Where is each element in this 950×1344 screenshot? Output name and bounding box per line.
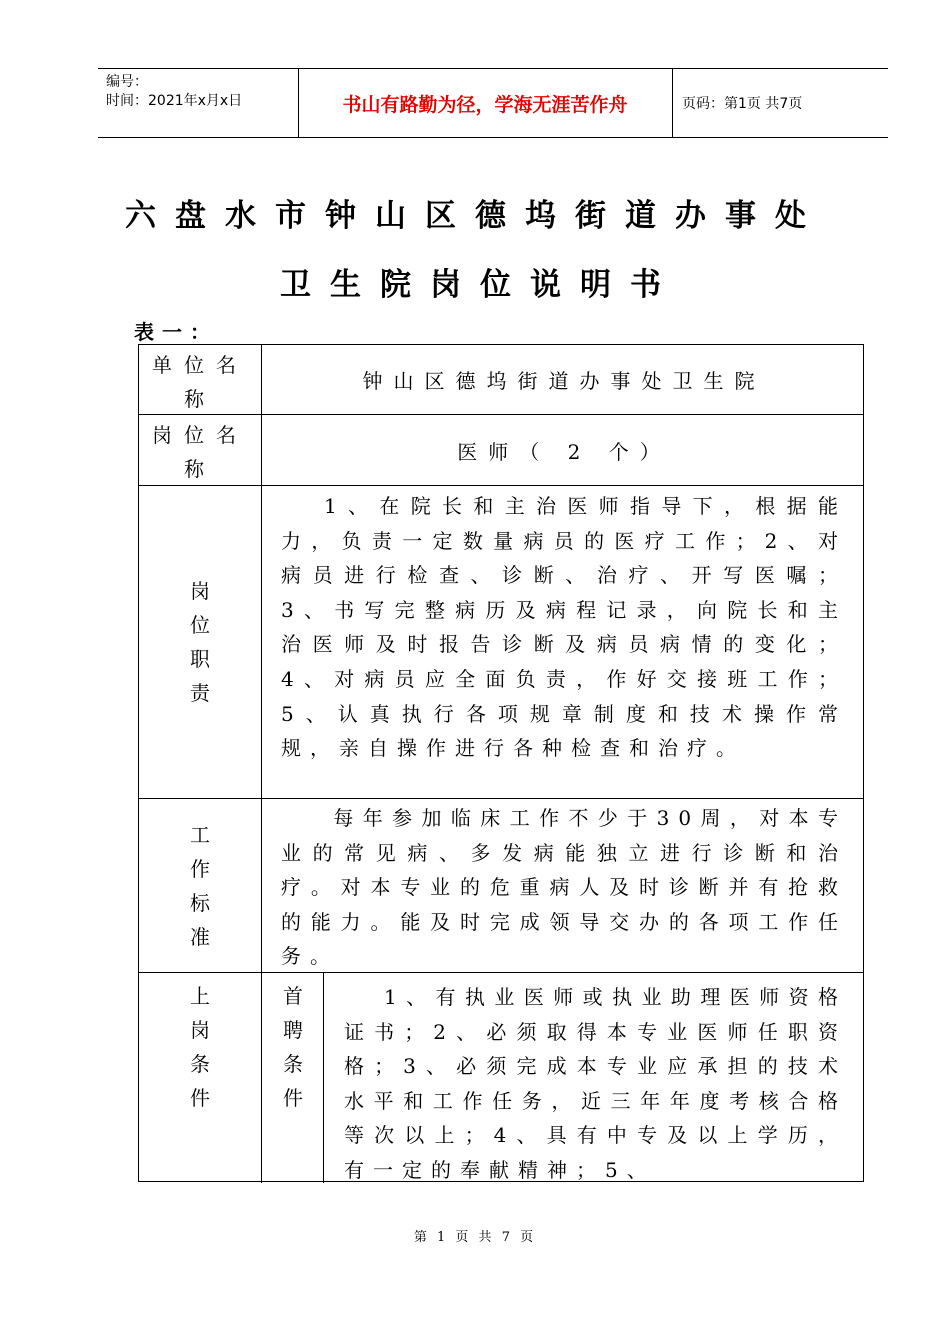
label-line: 称 — [184, 387, 216, 411]
first-hire-label — [263, 979, 323, 1115]
standard-text — [281, 801, 847, 974]
first-hire-content: 1、有执业医师或执业助理医师资格证书；2、必须取得本专业医师任职资格；3、必须完成本专业应承担的技术水平和工作任务，近三年年度考核合格等次以上；4、具有中专及以上学历，有一定的奉献精神；5、 — [344, 985, 847, 1182]
post-description-table — [138, 344, 864, 1182]
label-char: 件 — [190, 1086, 210, 1110]
page-title-line2: 卫生院岗位说明书 — [280, 267, 680, 303]
document-header — [98, 68, 888, 138]
unit-name-label — [139, 348, 261, 414]
page-info: 页码：第1页 共7页 — [682, 96, 803, 112]
label-char: 标 — [190, 890, 210, 915]
column-divider — [323, 972, 324, 1183]
label-char: 岗 — [190, 579, 210, 603]
duties-label — [139, 486, 261, 798]
label-char: 条 — [283, 1052, 303, 1076]
label-char: 准 — [190, 924, 210, 949]
standard-label — [139, 799, 261, 972]
label-line: 称 — [184, 457, 216, 481]
conditions-label — [139, 979, 261, 1115]
table-label: 表一： — [134, 320, 218, 344]
label-line: 岗位名 — [152, 423, 248, 447]
time-label: 时间：2021年x月x日 — [106, 93, 243, 109]
duties-text — [281, 489, 847, 766]
label-char: 上 — [190, 984, 210, 1008]
post-name-value: 医师（ 2 个） — [457, 439, 671, 464]
label-char: 位 — [190, 613, 210, 637]
number-label: 编号： — [106, 74, 148, 90]
label-char: 聘 — [283, 1018, 303, 1042]
label-char: 件 — [283, 1086, 303, 1110]
standard-content: 每年参加临床工作不少于30周，对本专业的常见病、多发病能独立进行诊断和治疗。对本专业的危重病人及时诊断并有抢救的能力。能及时完成领导交办的各项工作任务。 — [281, 806, 847, 969]
first-hire-text — [344, 980, 847, 1188]
label-char: 岗 — [190, 1018, 210, 1042]
label-char: 首 — [283, 984, 303, 1008]
label-char: 条 — [190, 1052, 210, 1076]
header-meta — [106, 73, 306, 111]
label-char: 工 — [190, 822, 210, 847]
post-name-label — [139, 418, 261, 484]
column-divider — [261, 345, 262, 1183]
unit-name-value: 钟山区德坞街道办事处卫生院 — [362, 369, 766, 393]
duties-content: 1、在院长和主治医师指导下，根据能力，负责一定数量病员的医疗工作；2、对病员进行检查、诊断、治疗、开写医嘱；3、书写完整病历及病程记录，向院长和主治医师及时报告诊断及病员病情的变化；4、对病员应全面负责，作好交接班工作；5、认真执行各项规章制度和技术操作常规，亲自操作进行各种检查和治疗。 — [281, 494, 847, 761]
label-char: 职 — [190, 647, 210, 671]
header-divider — [672, 69, 673, 137]
page-footer: 第 1 页 共 7 页 — [413, 1230, 537, 1245]
label-char: 责 — [190, 681, 210, 705]
label-char: 作 — [190, 856, 210, 881]
label-line: 单位名 — [152, 353, 248, 377]
page-title-line1: 六盘水市钟山区德坞街道办事处 — [125, 198, 825, 234]
motto: 书山有路勤为径，学海无涯苦作舟 — [342, 93, 628, 116]
